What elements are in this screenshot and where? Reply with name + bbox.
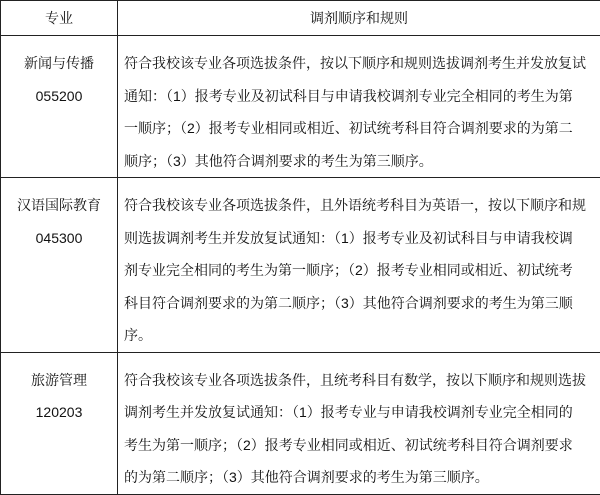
major-cell bbox=[1, 352, 118, 494]
rule-line: 调剂考生并发放复试通知：（1）报考专业与申请我校调剂专业完全相同的 bbox=[124, 396, 600, 429]
rule-cell bbox=[118, 36, 600, 178]
major-cell bbox=[1, 36, 118, 178]
rule-cell bbox=[118, 178, 600, 353]
table-row bbox=[1, 36, 600, 178]
header-major: 专业 bbox=[1, 1, 118, 36]
rule-line: 一顺序；（2）报考专业相同或相近、初试统考科目符合调剂要求的为第二 bbox=[124, 112, 600, 145]
major-code: 055200 bbox=[1, 80, 117, 113]
rule-line: 则选拔调剂考生并发放复试通知：（1）报考专业及初试科目与申请我校调 bbox=[124, 222, 600, 255]
rule-line: 通知：（1）报考专业及初试科目与申请我校调剂专业完全相同的考生为第 bbox=[124, 80, 600, 113]
header-rules: 调剂顺序和规则 bbox=[118, 1, 600, 36]
major-code: 120203 bbox=[1, 396, 117, 429]
major-name: 旅游管理 bbox=[1, 364, 117, 397]
rule-line: 符合我校该专业各项选拔条件，按以下顺序和规则选拔调剂考生并发放复试 bbox=[124, 47, 600, 80]
major-name: 新闻与传播 bbox=[1, 47, 117, 80]
rule-line: 剂专业完全相同的考生为第一顺序；（2）报考专业相同或相近、初试统考 bbox=[124, 254, 600, 287]
rule-line: 考生为第一顺序；（2）报考专业相同或相近、初试统考科目符合调剂要求 bbox=[124, 429, 600, 462]
table-header-row bbox=[1, 1, 600, 36]
rule-line: 顺序；（3）其他符合调剂要求的考生为第三顺序。 bbox=[124, 145, 600, 178]
rule-line: 的为第二顺序；（3）其他符合调剂要求的考生为第三顺序。 bbox=[124, 461, 600, 494]
rule-line: 符合我校该专业各项选拔条件，且外语统考科目为英语一，按以下顺序和规 bbox=[124, 189, 600, 222]
table-row bbox=[1, 178, 600, 353]
major-code: 045300 bbox=[1, 222, 117, 255]
rule-line: 序。 bbox=[124, 319, 600, 352]
rule-line: 符合我校该专业各项选拔条件，且统考科目有数学，按以下顺序和规则选拔 bbox=[124, 364, 600, 397]
major-cell bbox=[1, 178, 118, 353]
rule-cell bbox=[118, 352, 600, 494]
major-name: 汉语国际教育 bbox=[1, 189, 117, 222]
table-row bbox=[1, 352, 600, 494]
rule-line: 科目符合调剂要求的为第二顺序；（3）其他符合调剂要求的考生为第三顺 bbox=[124, 287, 600, 320]
